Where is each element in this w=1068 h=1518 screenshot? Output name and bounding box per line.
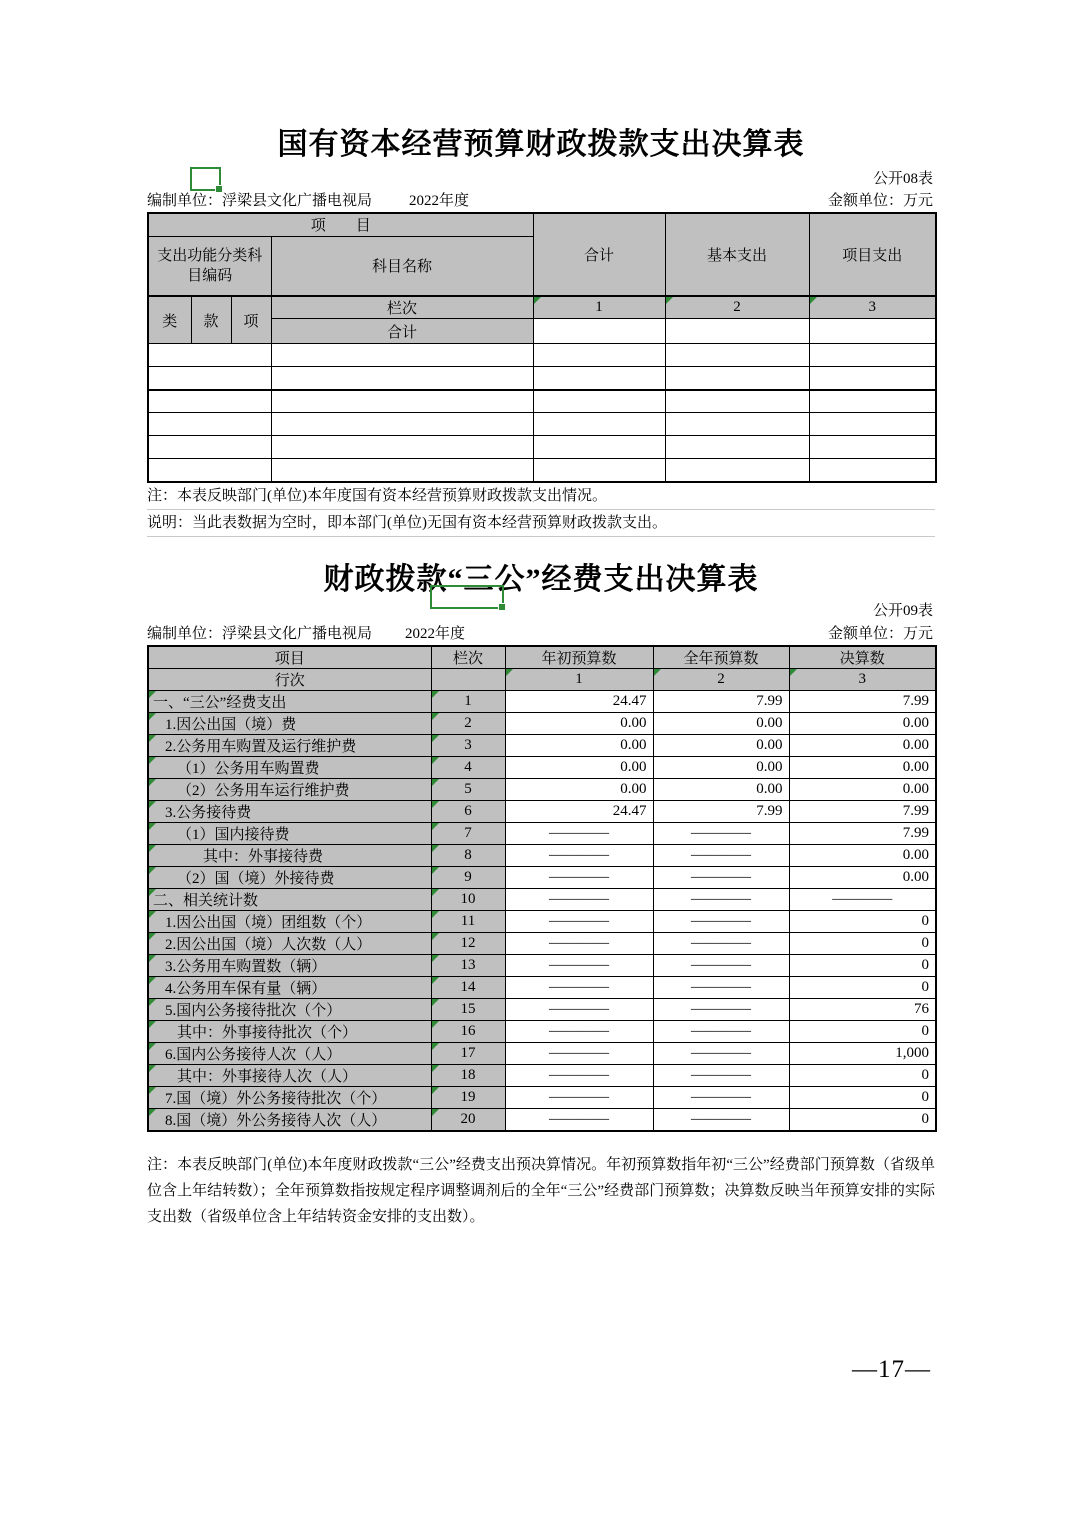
row-label-cell: 1.因公出国（境）费 (148, 713, 431, 735)
value-cell: ———— (505, 955, 653, 977)
three-public-table-body (148, 691, 936, 1132)
row-label-cell: 6.国内公务接待人次（人） (148, 1043, 431, 1065)
project-cell (809, 367, 936, 390)
table-row (148, 1087, 936, 1109)
code-cell (148, 367, 271, 390)
table-row (148, 757, 936, 779)
code-cell (148, 344, 271, 367)
value-cell: ———— (653, 889, 789, 911)
table2-form-code: 公开09表 (872, 602, 933, 619)
table-row (148, 845, 936, 867)
value-cell: 0.00 (505, 713, 653, 735)
value-cell: ———— (505, 1043, 653, 1065)
basic-cell (665, 390, 809, 413)
value-cell: ———— (789, 889, 936, 911)
row-label-cell: 其中：外事接待费 (148, 845, 431, 867)
line-number-cell: 7 (431, 823, 505, 845)
project-cell (809, 390, 936, 413)
header-section: 款 (191, 296, 231, 344)
value-cell: ———— (653, 823, 789, 845)
row-label-cell: 3.公务用车购置数（辆） (148, 955, 431, 977)
subject-cell (271, 344, 533, 367)
sum-total-cell (533, 319, 665, 344)
value-cell: ———— (653, 999, 789, 1021)
value-cell: 0.00 (653, 735, 789, 757)
three-public-expense-table (147, 645, 937, 1133)
value-cell: 0.00 (505, 757, 653, 779)
value-cell: ———— (505, 889, 653, 911)
table2-form-code-row (147, 600, 935, 623)
table-row (148, 779, 936, 801)
value-cell: ———— (653, 845, 789, 867)
table-row (148, 955, 936, 977)
value-cell: 0 (789, 977, 936, 999)
table1-empty-row (148, 413, 936, 436)
line-number-cell: 19 (431, 1087, 505, 1109)
value-cell: ———— (653, 911, 789, 933)
row-label-cell: （1）公务用车购置费 (148, 757, 431, 779)
col-header-initial-budget: 年初预算数 (505, 646, 653, 669)
line-number-cell: 9 (431, 867, 505, 889)
value-cell: 0.00 (653, 713, 789, 735)
value-cell: 7.99 (653, 801, 789, 823)
value-cell: ———— (505, 999, 653, 1021)
value-cell: 7.99 (653, 691, 789, 713)
table-row (148, 911, 936, 933)
value-cell: ———— (653, 955, 789, 977)
table1-empty-row (148, 459, 936, 482)
total-cell (533, 436, 665, 459)
line-number-cell: 13 (431, 955, 505, 977)
table1-header-row1 (148, 213, 936, 236)
value-cell: 7.99 (789, 801, 936, 823)
line-number-cell: 12 (431, 933, 505, 955)
value-cell: ———— (653, 1021, 789, 1043)
value-cell: ———— (653, 1043, 789, 1065)
row-label-cell: 7.国（境）外公务接待批次（个） (148, 1087, 431, 1109)
row-label-cell: 一、“三公”经费支出 (148, 691, 431, 713)
value-cell: ———— (653, 1065, 789, 1087)
header-item: 项 (231, 296, 271, 344)
row-label-cell: 3.公务接待费 (148, 801, 431, 823)
table-row (148, 933, 936, 955)
col-header-project: 项目 (148, 646, 431, 669)
page-number: —17— (852, 1356, 931, 1383)
value-cell: ———— (505, 1021, 653, 1043)
table-row (148, 1109, 936, 1132)
value-cell: 0 (789, 955, 936, 977)
line-number-cell: 2 (431, 713, 505, 735)
value-cell: 0 (789, 1065, 936, 1087)
line-number-cell: 8 (431, 845, 505, 867)
column-number-2: 2 (665, 296, 809, 319)
row-label-cell: （2）公务用车运行维护费 (148, 779, 431, 801)
table2-header-row (148, 646, 936, 669)
line-number-cell: 11 (431, 911, 505, 933)
basic-cell (665, 413, 809, 436)
table1-lanci-row (148, 296, 936, 319)
table2-unit: 金额单位：万元 (827, 625, 933, 642)
line-number-cell: 10 (431, 889, 505, 911)
column-number-2: 2 (653, 669, 789, 691)
line-number-cell: 20 (431, 1109, 505, 1132)
table-row (148, 735, 936, 757)
table-row (148, 691, 936, 713)
value-cell: 0.00 (789, 867, 936, 889)
value-cell: 76 (789, 999, 936, 1021)
value-cell: ———— (505, 823, 653, 845)
table1-meta-row (147, 190, 935, 212)
line-number-cell: 18 (431, 1065, 505, 1087)
value-cell: 24.47 (505, 691, 653, 713)
line-number-cell: 6 (431, 801, 505, 823)
table-row (148, 1043, 936, 1065)
table-row (148, 999, 936, 1021)
row-label-cell: 2.公务用车购置及运行维护费 (148, 735, 431, 757)
line-number-cell: 15 (431, 999, 505, 1021)
table1-empty-row (148, 390, 936, 413)
table-row (148, 889, 936, 911)
sum-basic-cell (665, 319, 809, 344)
row-label-cell: （1）国内接待费 (148, 823, 431, 845)
table2-year: 2022年度 (405, 625, 466, 642)
value-cell: ———— (505, 845, 653, 867)
total-cell (533, 344, 665, 367)
value-cell: 0 (789, 1021, 936, 1043)
header-total: 合计 (533, 213, 665, 296)
row-label-cell: 5.国内公务接待批次（个） (148, 999, 431, 1021)
table1-explanation: 说明：当此表数据为空时，即本部门(单位)无国有资本经营预算财政拨款支出。 (147, 510, 935, 537)
value-cell: 0 (789, 933, 936, 955)
subject-cell (271, 367, 533, 390)
basic-cell (665, 367, 809, 390)
value-cell: 7.99 (789, 691, 936, 713)
value-cell: ———— (505, 933, 653, 955)
value-cell: ———— (505, 977, 653, 999)
line-number-cell: 5 (431, 779, 505, 801)
subject-cell (271, 436, 533, 459)
row-label-cell: 4.公务用车保有量（辆） (148, 977, 431, 999)
basic-cell (665, 459, 809, 482)
table2-note: 注：本表反映部门(单位)本年度财政拨款“三公”经费支出预决算情况。年初预算数指年初“三公”经费部门预算数（省级单位含上年结转数）；全年预算数指按规定程序调整调剂后的全年“三公”经费部门预算数；决算数反映当年预算安排的实际支出数（省级单位含上年结转资金安排的支出数）。 (147, 1157, 935, 1225)
table-row (148, 867, 936, 889)
header-project-expense: 项目支出 (809, 213, 936, 296)
value-cell: ———— (505, 867, 653, 889)
value-cell: ———— (653, 1109, 789, 1132)
selected-cell-box-table1[interactable] (190, 167, 221, 191)
header-subject-name: 科目名称 (271, 236, 533, 296)
line-number-cell: 14 (431, 977, 505, 999)
value-cell: 0.00 (505, 779, 653, 801)
value-cell: 0.00 (789, 779, 936, 801)
code-cell (148, 413, 271, 436)
value-cell: ———— (653, 977, 789, 999)
table1-empty-row (148, 344, 936, 367)
state-capital-expenditure-table (147, 212, 937, 483)
code-cell (148, 459, 271, 482)
value-cell: 0 (789, 1087, 936, 1109)
value-cell: 0.00 (789, 757, 936, 779)
value-cell: 0.00 (653, 779, 789, 801)
value-cell: ———— (505, 911, 653, 933)
total-cell (533, 390, 665, 413)
row-label-cell: 二、相关统计数 (148, 889, 431, 911)
table-row (148, 823, 936, 845)
row-label-cell: 其中：外事接待批次（个） (148, 1021, 431, 1043)
value-cell: 0.00 (789, 713, 936, 735)
table1-year: 2022年度 (409, 193, 470, 209)
value-cell: 0.00 (789, 735, 936, 757)
table2-meta-row (147, 623, 935, 645)
basic-cell (665, 436, 809, 459)
col-header-lanci: 栏次 (431, 646, 505, 669)
line-number-cell: 16 (431, 1021, 505, 1043)
row-index-label: 行次 (148, 669, 431, 691)
col-header-annual-budget: 全年预算数 (653, 646, 789, 669)
value-cell: ———— (653, 933, 789, 955)
line-number-cell: 1 (431, 691, 505, 713)
subject-cell (271, 413, 533, 436)
subject-cell (271, 390, 533, 413)
value-cell: 0 (789, 1109, 936, 1132)
value-cell: 7.99 (789, 823, 936, 845)
project-cell (809, 459, 936, 482)
table1-empty-row (148, 367, 936, 390)
value-cell: ———— (505, 1109, 653, 1132)
table2-lanci-row (148, 669, 936, 691)
total-cell (533, 367, 665, 390)
row-label-cell: 2.因公出国（境）人次数（人） (148, 933, 431, 955)
value-cell: ———— (653, 1087, 789, 1109)
subject-cell (271, 459, 533, 482)
header-basic-expense: 基本支出 (665, 213, 809, 296)
value-cell: ———— (505, 1065, 653, 1087)
sum-project-cell (809, 319, 936, 344)
value-cell: 0.00 (653, 757, 789, 779)
value-cell: ———— (653, 867, 789, 889)
value-cell: ———— (505, 1087, 653, 1109)
col-header-final-account: 决算数 (789, 646, 936, 669)
line-number-cell: 4 (431, 757, 505, 779)
table-row (148, 801, 936, 823)
table-row (148, 977, 936, 999)
row-label-cell: 1.因公出国（境）团组数（个） (148, 911, 431, 933)
value-cell: 1,000 (789, 1043, 936, 1065)
table1-empty-body (148, 344, 936, 482)
total-cell (533, 413, 665, 436)
table1-title: 国有资本经营预算财政拨款支出决算表 (277, 128, 805, 161)
table2-title: 财政拨款“三公”经费支出决算表 (323, 562, 759, 596)
project-cell (809, 344, 936, 367)
document-sheet (147, 125, 935, 1230)
value-cell: 0 (789, 911, 936, 933)
code-cell (148, 390, 271, 413)
value-cell: 24.47 (505, 801, 653, 823)
line-number-cell: 3 (431, 735, 505, 757)
row-label-cell: 8.国（境）外公务接待人次（人） (148, 1109, 431, 1132)
row-index-blank-cell (431, 669, 505, 691)
table-row (148, 713, 936, 735)
column-number-1: 1 (505, 669, 653, 691)
total-cell (533, 459, 665, 482)
header-lanci: 栏次 (271, 296, 533, 319)
line-number-cell: 17 (431, 1043, 505, 1065)
value-cell: 0.00 (505, 735, 653, 757)
selected-cell-box-table2[interactable] (430, 585, 504, 609)
header-class: 类 (148, 296, 191, 344)
sum-row-label: 合计 (271, 319, 533, 344)
column-number-3: 3 (809, 296, 936, 319)
table1-unit: 金额单位：万元 (827, 193, 933, 209)
row-label-cell: （2）国（境）外接待费 (148, 867, 431, 889)
table2-prepared-by: 编制单位：浮梁县文化广播电视局 (147, 625, 373, 642)
project-cell (809, 436, 936, 459)
table1-note: 注：本表反映部门(单位)本年度国有资本经营预算财政拨款支出情况。 (147, 483, 935, 510)
column-number-1: 1 (533, 296, 665, 319)
column-number-3: 3 (789, 669, 936, 691)
header-project: 项 目 (148, 213, 533, 236)
basic-cell (665, 344, 809, 367)
table1-prepared-by: 编制单位：浮梁县文化广播电视局 (147, 193, 373, 209)
table1-form-code: 公开08表 (872, 171, 933, 187)
code-cell (148, 436, 271, 459)
table-row (148, 1065, 936, 1087)
table1-form-code-row (147, 168, 935, 190)
table-row (148, 1021, 936, 1043)
value-cell: 0.00 (789, 845, 936, 867)
table1-empty-row (148, 436, 936, 459)
project-cell (809, 413, 936, 436)
row-label-cell: 其中：外事接待人次（人） (148, 1065, 431, 1087)
header-function-code: 支出功能分类科目编码 (148, 236, 271, 296)
